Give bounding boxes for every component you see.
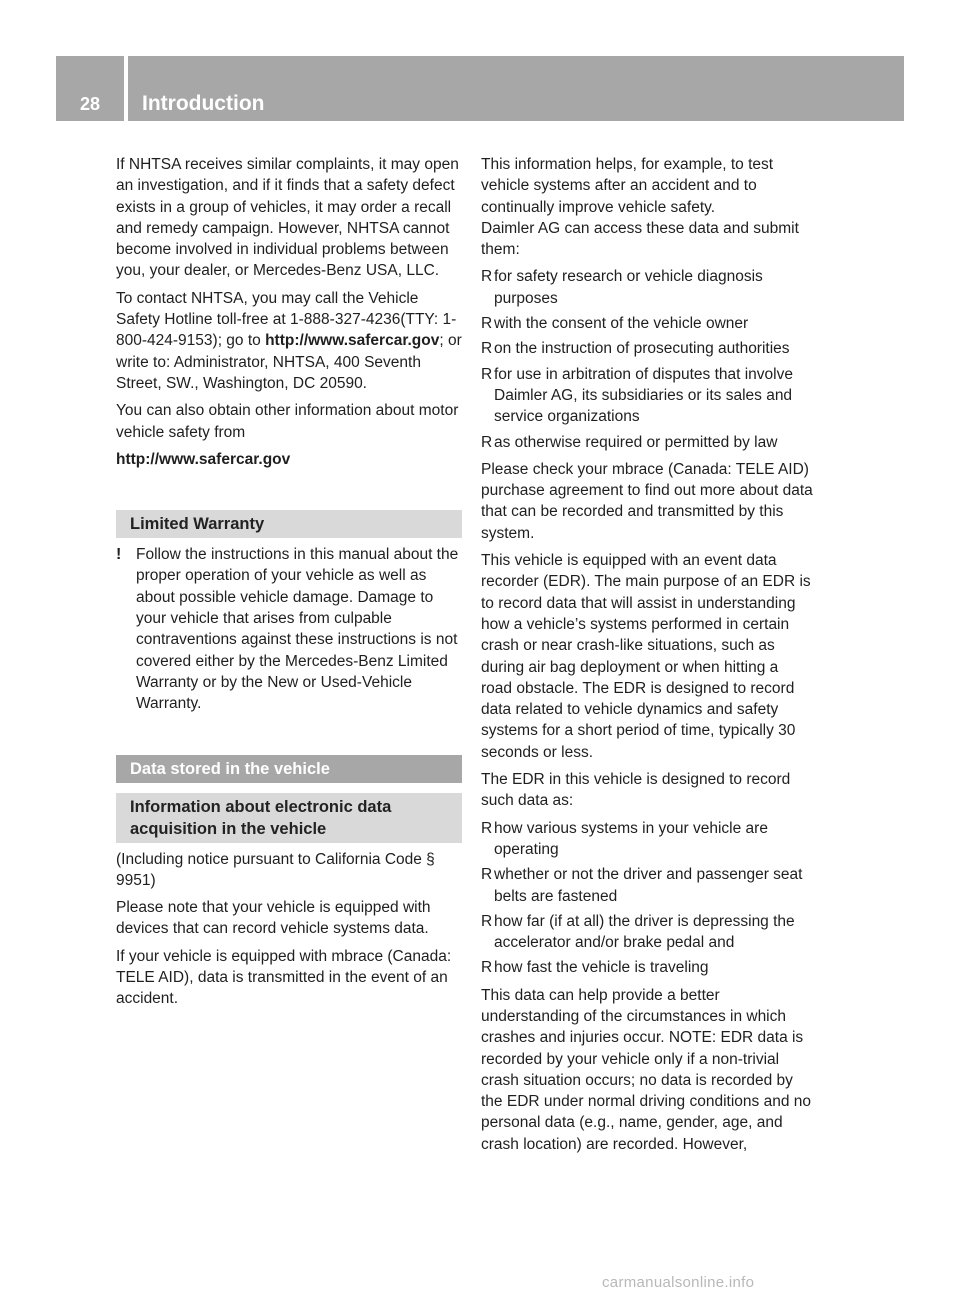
list-item [481, 266, 813, 309]
paragraph: Please note that your vehicle is equipped with devices that can record vehicle systems data. [116, 899, 431, 938]
bullet-icon: R [481, 819, 493, 837]
paragraph: Daimler AG can access these data and submit them: [481, 219, 799, 259]
usage-list [481, 266, 813, 452]
data-stored-heading: Data stored in the vehicle [116, 755, 462, 783]
bullet-icon: R [481, 433, 493, 451]
edr-list [481, 818, 813, 979]
list-item-text: as otherwise required or permitted by law [494, 433, 778, 451]
safercar-link-2[interactable]: http://www.safercar.gov [116, 450, 291, 468]
right-column [481, 154, 813, 1161]
list-item-text: on the instruction of prosecuting authorities [494, 340, 790, 358]
bullet-icon: R [481, 268, 493, 286]
info-heading: Information about electronic data acquisition in the vehicle [116, 793, 462, 843]
bullet-icon: R [481, 315, 493, 333]
safercar-link[interactable]: http://www.safercar.gov [265, 332, 440, 350]
paragraph: If your vehicle is equipped with mbrace (Canada: TELE AID), data is transmitted in the event of an accident. [116, 947, 452, 1008]
warranty-heading: Limited Warranty [116, 510, 462, 538]
watermark: carmanualsonline.info [602, 1274, 755, 1291]
list-item [481, 957, 813, 978]
paragraph: Please check your mbrace (Canada: TELE AID) purchase agreement to find out more about data that can be recorded and transmitted by this system. [481, 460, 813, 542]
list-item [481, 364, 813, 428]
list-item [481, 864, 813, 907]
text: To contact NHTSA, you may call the Vehicle Safety Hotline toll-free at 1-888-327-4236(TTY: 1-800-424-9153); go to [116, 289, 457, 350]
paragraph: You can also obtain other information about motor vehicle safety from [116, 402, 459, 441]
list-item-text: whether or not the driver and passenger seat belts are fastened [494, 866, 803, 905]
paragraph: This information helps, for example, to test vehicle systems after an accident and to continually improve vehicle safety. [481, 156, 774, 216]
list-item [481, 818, 813, 861]
paragraph: (Including notice pursuant to California Code § 9951) [116, 850, 435, 889]
bullet-icon: R [481, 912, 493, 930]
list-item-text: for use in arbitration of disputes that involve Daimler AG, its subsidiaries or its sales and service organizations [494, 365, 793, 426]
text: ; or write to: Administrator, NHTSA, 400 Seventh Street, SW., Washington, DC 20590. [116, 332, 462, 392]
list-item-text: how far (if at all) the driver is depressing the accelerator and/or brake pedal and [494, 912, 795, 952]
paragraph: The EDR in this vehicle is designed to record such data as: [481, 771, 791, 810]
list-item-text: how various systems in your vehicle are operating [494, 819, 768, 858]
list-item-text: with the consent of the vehicle owner [494, 315, 749, 333]
list-item [481, 338, 813, 359]
warranty-notice [116, 544, 462, 714]
page-header [56, 56, 904, 121]
exclamation-icon: ! [116, 546, 122, 564]
paragraph: If NHTSA receives similar complaints, it may open an investigation, and if it finds that a safety defect exists in a group of vehicles, it may order a recall and remedy campaign. However, NHTSA cannot become involved in individual problems between you, your dealer, or Mercedes-Benz USA, LLC. [116, 156, 459, 280]
warranty-text: Follow the instructions in this manual about the proper operation of your vehicle as well as about possible vehicle damage. Damage to your vehicle that arises from culpable contraventions against these instructions is not covered either by the Mercedes-Benz Limited Warranty or by the New or Used-Vehicle Warranty. [136, 546, 459, 713]
bullet-icon: R [481, 866, 493, 884]
section-title: Introduction [128, 56, 904, 121]
paragraph [116, 288, 462, 394]
page-number: 28 [56, 56, 124, 121]
left-column [116, 154, 462, 1016]
bullet-icon: R [481, 365, 493, 383]
list-item [481, 432, 813, 453]
paragraph: This data can help provide a better understanding of the circumstances in which crashes and injuries occur. NOTE: EDR data is recorded by your vehicle only if a non-trivial crash situation occurs; no data is recorded by the EDR under normal driving conditions and no personal data (e.g., name, gender, age, and crash location) are recorded. However, [481, 986, 811, 1153]
bullet-icon: R [481, 340, 493, 358]
paragraph: This vehicle is equipped with an event data recorder (EDR). The main purpose of an EDR is to record data that will assist in understanding how a vehicle’s systems performed in certain crash or near crash-like situations, such as during air bag deployment or when hitting a road obstacle. The EDR is designed to record data related to vehicle dynamics and safety systems for a short period of time, typically 30 seconds or less. [481, 552, 811, 761]
list-item [481, 911, 813, 954]
bullet-icon: R [481, 959, 493, 977]
list-item [481, 313, 813, 334]
list-item-text: for safety research or vehicle diagnosis purposes [494, 268, 763, 307]
list-item-text: how fast the vehicle is traveling [494, 959, 709, 977]
